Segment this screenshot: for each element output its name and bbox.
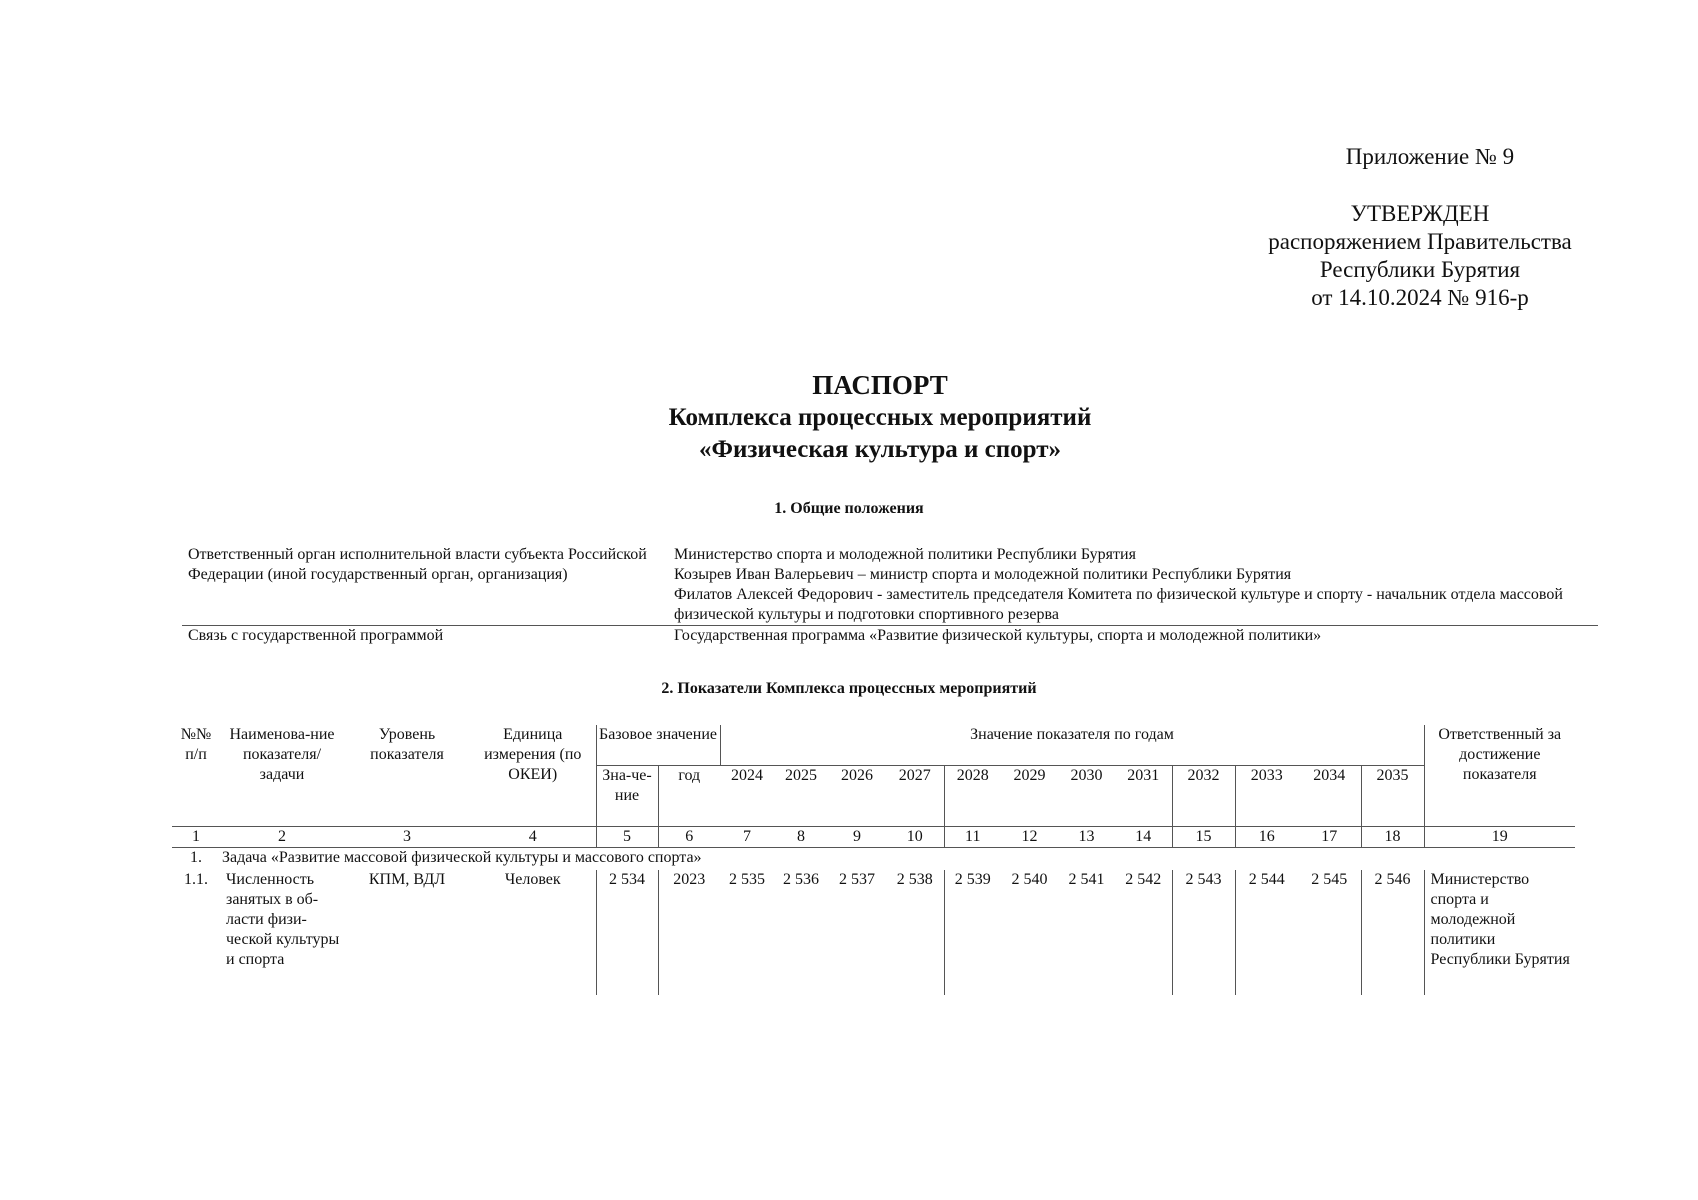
header-row (172, 725, 1575, 766)
column-number: 7 (720, 827, 774, 848)
column-number: 19 (1424, 827, 1575, 848)
document-title (500, 368, 1260, 466)
general-value-line: Козырев Иван Валерьевич – министр спорта и молодежной политики Республики Бурятия (674, 566, 1292, 583)
title-line-1: ПАСПОРТ (812, 370, 948, 400)
header-year: 2024 (720, 766, 774, 827)
indicator-name: Численность занятых в об-ласти физи-ческой культуры и спорта (226, 871, 340, 968)
column-number: 18 (1361, 827, 1424, 848)
general-row-value (668, 545, 1598, 626)
approval-line: распоряжением Правительства (1268, 229, 1572, 254)
header-year: 2028 (944, 766, 1001, 827)
general-row-value (668, 626, 1598, 647)
header-responsible: Ответственный за достижение показателя (1438, 726, 1562, 783)
indicator-value: 2 540 (1011, 871, 1048, 888)
column-number: 6 (658, 827, 720, 848)
column-number-row (172, 827, 1575, 848)
column-number: 2 (220, 827, 344, 848)
general-row-label: Ответственный орган исполнительной власти субъекта Российской Федерации (иной государственный орган, организация) (182, 545, 668, 626)
indicator-value: 2 544 (1248, 871, 1285, 888)
section-1-heading: 1. Общие положения (774, 500, 924, 517)
approval-stamp (1230, 200, 1610, 312)
header-year: 2033 (1235, 766, 1298, 827)
column-number: 11 (944, 827, 1001, 848)
general-value-line: Государственная программа «Развитие физической культуры, спорта и молодежной политики» (674, 627, 1322, 644)
header-base: Базовое значение (599, 726, 717, 743)
task-row (172, 848, 1575, 871)
column-number: 12 (1001, 827, 1058, 848)
indicator-value: 2 536 (783, 871, 819, 888)
header-year: 2032 (1172, 766, 1235, 827)
header-level: Уровень показателя (370, 726, 444, 763)
general-value-line: Министерство спорта и молодежной политики Республики Бурятия (674, 546, 1136, 563)
column-number: 13 (1058, 827, 1115, 848)
indicator-value: 2 539 (954, 871, 991, 888)
header-unit: Единица измерения (по ОКЕИ) (470, 725, 596, 827)
approval-line: от 14.10.2024 № 916-р (1311, 285, 1529, 310)
header-year: 2030 (1058, 766, 1115, 827)
general-provisions-table (182, 545, 1598, 646)
header-year: 2025 (774, 766, 828, 827)
title-line-2: Комплекса процессных мероприятий (668, 404, 1092, 431)
column-number: 16 (1235, 827, 1298, 848)
header-year: 2029 (1001, 766, 1058, 827)
indicator-level: КПМ, ВДЛ (368, 871, 446, 888)
approval-line: УТВЕРЖДЕН (1350, 201, 1490, 226)
general-row-label: Связь с государственной программой (188, 627, 444, 644)
column-number: 9 (828, 827, 886, 848)
indicator-value: 2 542 (1115, 870, 1172, 995)
column-number: 17 (1298, 827, 1361, 848)
indicator-value: 2 545 (1298, 870, 1361, 995)
header-year: 2035 (1361, 766, 1424, 827)
column-number: 14 (1115, 827, 1172, 848)
header-year: 2027 (886, 766, 944, 827)
approval-line: Республики Бурятия (1319, 257, 1521, 282)
column-number: 4 (470, 827, 596, 848)
header-base-year: год (658, 766, 720, 827)
indicators-table (172, 725, 1575, 995)
general-value-line: Филатов Алексей Федорович - заместитель председателя Комитета по физической культуре и спорту - начальник отдела массовой физической культуры и подготовки спортивного резерва (674, 586, 1563, 623)
indicator-responsible: Министерство спорта и молодежной политики Республики Бурятия (1430, 871, 1570, 968)
indicator-value: 2 541 (1068, 871, 1105, 888)
column-number: 1 (172, 827, 220, 848)
indicator-base-year: 2023 (673, 871, 706, 888)
indicator-value: 2 537 (839, 871, 875, 888)
general-row (182, 626, 1598, 647)
header-name: Наименова-ние показателя/ задачи (229, 726, 335, 783)
indicator-value: 2 543 (1172, 870, 1235, 995)
general-row (182, 545, 1598, 626)
task-num: 1. (190, 849, 202, 866)
indicator-base-value: 2 534 (596, 870, 658, 995)
column-number: 5 (596, 827, 658, 848)
column-number: 15 (1172, 827, 1235, 848)
header-num: №№ п/п (180, 726, 212, 763)
header-base-value: Зна-че-ние (596, 766, 658, 827)
section-2-heading: 2. Показатели Комплекса процессных мероприятий (661, 680, 1037, 697)
indicator-num: 1.1. (184, 871, 208, 888)
header-by-years: Значение показателя по годам (720, 725, 1424, 766)
task-text: Задача «Развитие массовой физической культуры и массового спорта» (222, 849, 702, 866)
header-year: 2031 (1115, 766, 1172, 827)
indicator-value: 2 546 (1361, 870, 1424, 995)
header-year: 2026 (828, 766, 886, 827)
indicator-value: 2 535 (729, 871, 765, 888)
indicator-row (172, 870, 1575, 995)
header-year: 2034 (1298, 766, 1361, 827)
column-number: 10 (886, 827, 944, 848)
appendix-label: Приложение № 9 (1345, 144, 1515, 169)
title-line-3: «Физическая культура и спорт» (698, 436, 1062, 463)
column-number: 8 (774, 827, 828, 848)
column-number: 3 (344, 827, 470, 848)
indicator-value: 2 538 (886, 870, 944, 995)
indicator-unit: Человек (470, 870, 596, 995)
